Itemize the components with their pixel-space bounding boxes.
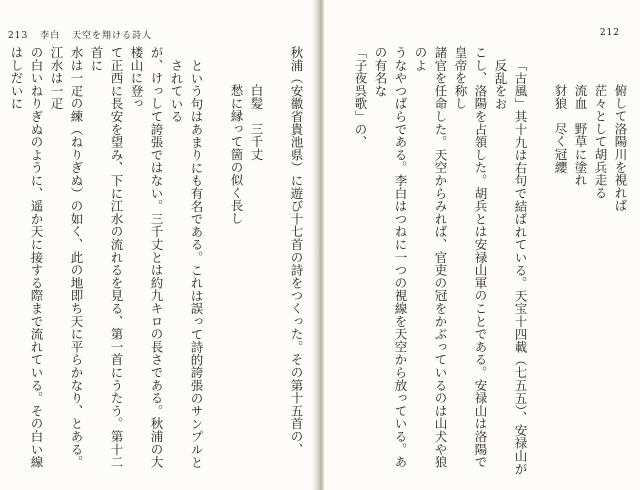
body-line: が、けっして誇張ではない。三千丈とは約九キロの長さである。秋浦の大楼山に登っ <box>129 46 164 469</box>
page-number-right: 212 <box>599 28 620 38</box>
header-author: 李白 <box>40 31 61 41</box>
body-line: 「古風」其十九は右句で結ばれている。天宝十四載（七五五）、安禄山が反乱をお <box>493 58 528 475</box>
body-line: 諸官を任命した。天空からみれば、官吏の冠をかぶっているのは山犬や狼のよ <box>413 46 448 469</box>
poem-line: 茫々として胡兵走る <box>593 83 608 199</box>
left-page-body <box>6 46 306 476</box>
page-number-left: 213 <box>8 31 29 41</box>
right-page-body <box>334 46 630 476</box>
left-page <box>0 0 316 490</box>
body-line: の白いねりぎぬのように、遥か天に接する際まで流れている。その白い線はしだいに <box>9 46 44 469</box>
poem-line: 豺狼 尽く冠纓 <box>553 83 568 174</box>
poem-line: 愁に縁って箇の似く長し <box>229 83 244 225</box>
body-line: こし、洛陽を占領した。胡兵とは安禄山軍のことである。安禄山は洛陽で皇帝を称し <box>453 46 488 469</box>
body-line: 「子夜呉歌」の、 <box>353 46 368 149</box>
body-line: て正西に長安を望み、下に江水の流れるを見る、第一首にうたう。第十二首に <box>89 46 124 469</box>
poem-line: 俯して洛陽川を視れば <box>613 83 628 212</box>
right-page <box>324 0 640 490</box>
left-page-header <box>8 28 160 41</box>
body-line: という句はあまりにも有名である。これは誤って詩的誇張のサンプルとされている <box>169 58 204 469</box>
intro-line: 秋浦（安徽省貴池県）に遊び十七首の詩をつくった。その第十五首の、 <box>289 46 304 456</box>
poem-line: 白髪 三千丈 <box>249 83 264 161</box>
header-title: 天空を翔ける詩人 <box>71 31 152 41</box>
body-line: 水は一疋の練（ねりぎぬ）の如く、此の地即ち天に平らかなり、とある。江水は一疋 <box>49 46 84 469</box>
body-line: うなやつばらである。李白はつねに一つの視線を天空から放っている。あの有名な <box>373 46 408 469</box>
poem-line: 流血 野草に塗れ <box>573 83 588 186</box>
right-page-header <box>600 28 628 38</box>
